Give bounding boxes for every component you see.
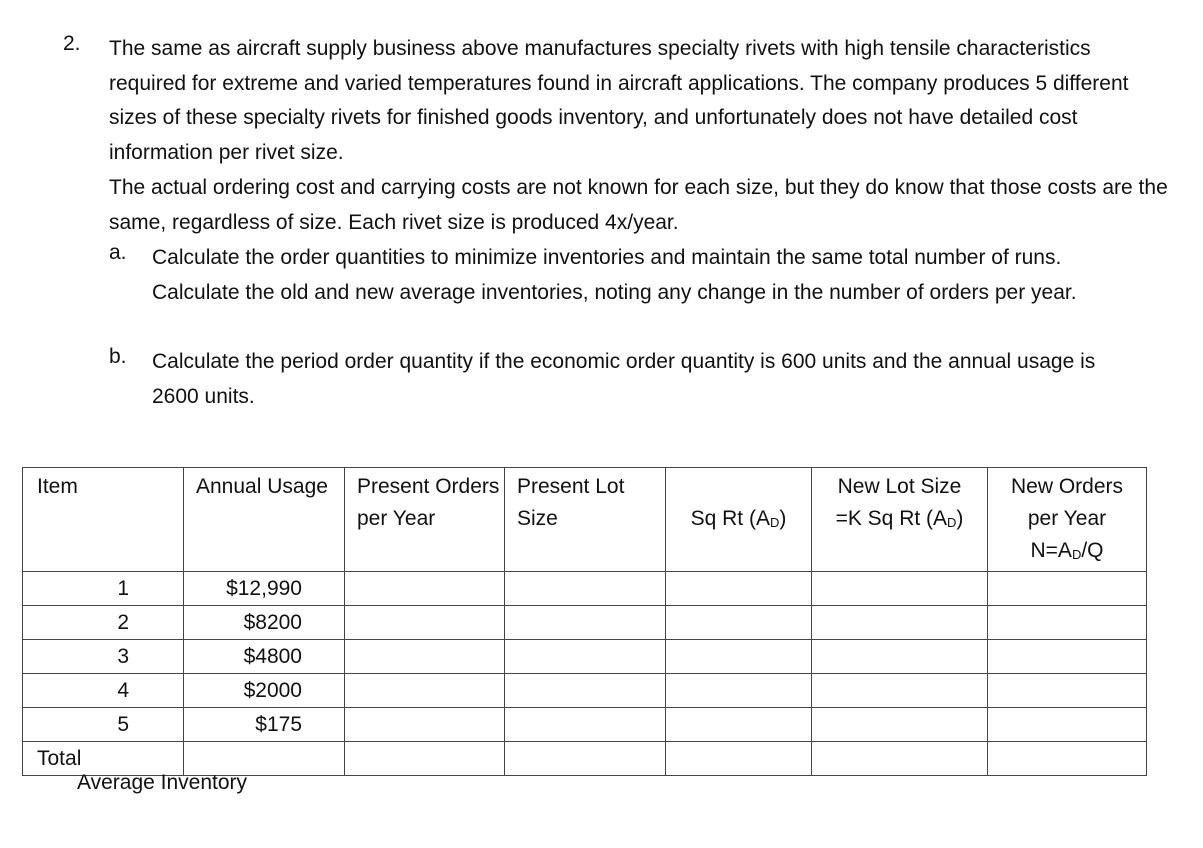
- total-label: Total: [23, 742, 184, 776]
- total-present-orders-cell: [345, 742, 505, 776]
- header-new-orders-line1: New Orders: [1010, 475, 1124, 498]
- sqrt-cell: [666, 606, 812, 640]
- part-b-text: Calculate the period order quantity if the economic order quantity is 600 units and the annual usage is 2600 units.: [152, 350, 1096, 408]
- annual-usage-cell: $175: [184, 708, 345, 742]
- present-orders-cell: [345, 708, 505, 742]
- annual-usage-cell: $4800: [184, 640, 345, 674]
- question-paragraph-1: The same as aircraft supply business above manufactures specialty rivets with high tensile characteristics required for extreme and varied temperatures found in aircraft applications. The company produces 5 different sizes of these specialty rivets for finished goods inventory, and unfortunately does not have detailed cost information per rivet size.: [109, 37, 1129, 164]
- sqrt-cell: [666, 708, 812, 742]
- header-new-orders: [988, 468, 1147, 572]
- table-row: [23, 572, 1147, 606]
- total-sqrt-cell: [666, 742, 812, 776]
- header-present-orders: Present Orders per Year: [345, 468, 505, 572]
- part-a-label: a.: [109, 241, 127, 264]
- question-paragraph-2: The actual ordering cost and carrying costs are not known for each size, but they do know that those costs are the same, regardless of size. Each rivet size is produced 4x/year.: [109, 176, 1168, 234]
- item-cell: 2: [23, 606, 184, 640]
- total-present-lot-cell: [505, 742, 666, 776]
- new-orders-cell: [988, 640, 1147, 674]
- header-present-lot-size: Present Lot Size: [505, 468, 666, 572]
- header-sqrt-sub: D: [769, 515, 780, 530]
- total-new-orders-cell: [988, 742, 1147, 776]
- header-new-lot-line2-pre: =K Sq Rt (A: [835, 507, 948, 530]
- header-sqrt-pre: Sq Rt (A: [690, 507, 770, 530]
- annual-usage-cell: $8200: [184, 606, 345, 640]
- table-header-row: [23, 468, 1147, 572]
- header-new-lot-size: [812, 468, 988, 572]
- table-row: [23, 708, 1147, 742]
- new-lot-cell: [812, 674, 988, 708]
- header-new-orders-line3-pre: N=A: [1030, 539, 1072, 562]
- item-cell: 1: [23, 572, 184, 606]
- item-cell: 4: [23, 674, 184, 708]
- header-item: Item: [23, 468, 184, 572]
- average-inventory-label: Average Inventory: [77, 771, 248, 794]
- new-orders-cell: [988, 674, 1147, 708]
- new-lot-cell: [812, 606, 988, 640]
- header-new-lot-line2-sub: D: [947, 515, 957, 530]
- header-new-lot-line1: New Lot Size: [837, 475, 962, 498]
- header-annual-usage: Annual Usage: [184, 468, 345, 572]
- header-sqrt-post: ): [779, 507, 787, 530]
- present-lot-cell: [505, 606, 666, 640]
- question-number: 2.: [63, 32, 81, 55]
- present-orders-cell: [345, 606, 505, 640]
- total-new-lot-cell: [812, 742, 988, 776]
- header-new-lot-line2-post: ): [956, 507, 964, 530]
- table-row: [23, 674, 1147, 708]
- annual-usage-cell: $12,990: [184, 572, 345, 606]
- sqrt-cell: [666, 674, 812, 708]
- present-lot-cell: [505, 708, 666, 742]
- sqrt-cell: [666, 640, 812, 674]
- header-new-orders-line3-post: /Q: [1081, 539, 1104, 562]
- annual-usage-cell: $2000: [184, 674, 345, 708]
- table-row: [23, 606, 1147, 640]
- present-orders-cell: [345, 674, 505, 708]
- new-orders-cell: [988, 708, 1147, 742]
- inventory-table: [22, 467, 1147, 776]
- sqrt-cell: [666, 572, 812, 606]
- present-lot-cell: [505, 674, 666, 708]
- header-new-orders-line2: per Year: [1027, 507, 1107, 530]
- new-orders-cell: [988, 606, 1147, 640]
- new-lot-cell: [812, 708, 988, 742]
- part-a-text: Calculate the order quantities to minimize inventories and maintain the same total number of runs. Calculate the old and new average inventories, noting any change in the number of orders per year.: [152, 246, 1077, 304]
- present-orders-cell: [345, 640, 505, 674]
- item-cell: 3: [23, 640, 184, 674]
- table-row: [23, 640, 1147, 674]
- new-orders-cell: [988, 572, 1147, 606]
- part-b-label: b.: [109, 345, 127, 368]
- header-new-orders-line3-sub: D: [1071, 547, 1082, 562]
- present-lot-cell: [505, 640, 666, 674]
- new-lot-cell: [812, 640, 988, 674]
- header-sqrt: [666, 468, 812, 572]
- new-lot-cell: [812, 572, 988, 606]
- present-orders-cell: [345, 572, 505, 606]
- present-lot-cell: [505, 572, 666, 606]
- item-cell: 5: [23, 708, 184, 742]
